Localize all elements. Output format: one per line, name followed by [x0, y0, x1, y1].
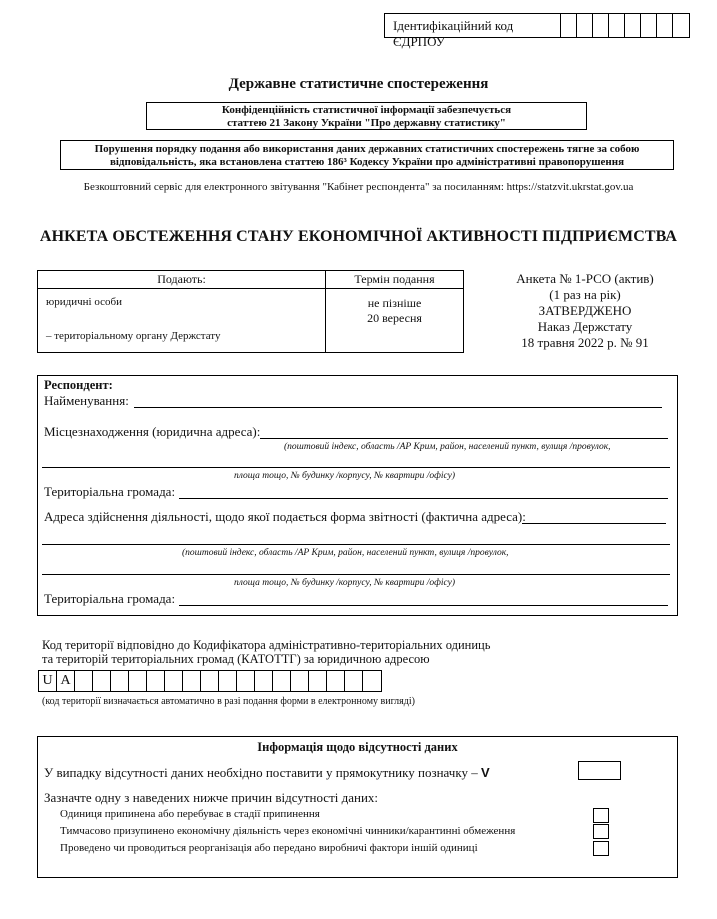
katottg-cell[interactable] [165, 671, 183, 691]
actual-address-input[interactable] [522, 523, 666, 524]
katottg-cell[interactable] [93, 671, 111, 691]
confidentiality-line: статтею 21 Закону України "Про державну статистику" [227, 117, 506, 129]
who-cell [38, 289, 326, 353]
approval-line: 18 травня 2022 р. № 91 [521, 335, 649, 350]
katottg-cell[interactable] [345, 671, 363, 691]
katottg-label-line: Код території відповідно до Кодифікатора адміністративно-територіальних одиниць [42, 638, 491, 652]
approval-line: (1 раз на рік) [549, 287, 621, 302]
edrpou-code-field [384, 13, 690, 49]
reason-label: Проведено чи проводиться реорганізація або передано виробничі фактори іншій одиниці [60, 842, 478, 854]
approval-line: Наказ Держстату [537, 319, 633, 334]
address-hint: площа тощо, № будинку /корпусу, № квартири /офісу) [234, 471, 456, 481]
form-title: АНКЕТА ОБСТЕЖЕННЯ СТАНУ ЕКОНОМІЧНОЇ АКТИВНОСТІ ПІДПРИЄМСТВА [39, 228, 678, 245]
service-link-text: Безкоштовний сервіс для електронного звітування "Кабінет респондента" за посиланням: https://statzvit.ukrstat.gov.ua [83, 181, 634, 193]
katottg-cell[interactable] [291, 671, 309, 691]
deadline-line: не пізніше [367, 296, 422, 310]
edrpou-cell[interactable] [641, 14, 657, 37]
katottg-code-field [38, 670, 382, 692]
katottg-cell[interactable] [309, 671, 327, 691]
reasons-label: Зазначте одну з наведених нижче причин відсутності даних: [44, 790, 379, 805]
legal-address-label: Місцезнаходження (юридична адреса): [44, 424, 261, 439]
approval-block [470, 271, 700, 351]
katottg-cell[interactable] [111, 671, 129, 691]
community-label: Територіальна громада: [44, 484, 176, 499]
reason-checkbox[interactable] [593, 841, 609, 856]
katottg-label [42, 638, 490, 666]
katottg-cell[interactable] [147, 671, 165, 691]
community2-input[interactable] [179, 605, 668, 606]
katottg-cell[interactable] [219, 671, 237, 691]
confidentiality-notice [146, 102, 587, 130]
katottg-cell[interactable] [273, 671, 291, 691]
name-label: Найменування: [44, 393, 129, 408]
absence-mark-text: У випадку відсутності даних необхідно поставити у прямокутнику позначку – [44, 765, 481, 780]
respondent-heading: Респондент: [44, 378, 113, 392]
edrpou-cell[interactable] [673, 14, 689, 37]
address-hint: площа тощо, № будинку /корпусу, № квартири /офісу) [234, 578, 456, 588]
katottg-cell[interactable] [75, 671, 93, 691]
violation-notice [60, 140, 674, 170]
address-hint: (поштовий індекс, область /АР Крим, район, населений пункт, вулиця /провулок, [284, 442, 611, 452]
name-input[interactable] [134, 407, 662, 408]
absence-mark-instruction [44, 765, 490, 781]
katottg-cell[interactable] [237, 671, 255, 691]
page-heading: Державне статистичне спостереження [228, 76, 489, 92]
approval-line: Анкета № 1-РСО (актив) [516, 271, 654, 286]
edrpou-cell[interactable] [625, 14, 641, 37]
no-data-checkbox[interactable] [578, 761, 621, 780]
approval-line: ЗАТВЕРДЖЕНО [538, 303, 632, 318]
edrpou-cell[interactable] [561, 14, 577, 37]
edrpou-cell[interactable] [657, 14, 673, 37]
katottg-cell: A [57, 671, 75, 691]
header-cell-deadline: Термін подання [326, 271, 464, 289]
who-line: – територіальному органу Держстату [46, 330, 221, 342]
katottg-note: (код території визначається автоматично в разі подання форми в електронному вигляді) [42, 696, 415, 707]
reason-checkbox[interactable] [593, 808, 609, 823]
katottg-cell: U [39, 671, 57, 691]
community2-label: Територіальна громада: [44, 591, 176, 606]
actual-address-label: Адреса здійснення діяльності, щодо якої подається форма звітності (фактична адреса): [44, 509, 526, 524]
katottg-label-line: та територій територіальних громад (КАТОТТГ) за юридичною адресою [42, 652, 430, 666]
katottg-cell[interactable] [183, 671, 201, 691]
check-mark-symbol: V [480, 765, 490, 780]
legal-address-input-line2[interactable] [42, 467, 670, 468]
community-input[interactable] [179, 498, 668, 499]
confidentiality-line: Конфіденційність статистичної інформації забезпечується [221, 104, 512, 116]
katottg-cell[interactable] [201, 671, 219, 691]
deadline-line: 20 вересня [367, 311, 422, 325]
reason-label: Тимчасово призупинено економічну діяльність через економічні чинники/карантинні обмеження [60, 825, 516, 837]
edrpou-cell[interactable] [577, 14, 593, 37]
actual-address-input-line2[interactable] [42, 544, 670, 545]
actual-address-input-line3[interactable] [42, 574, 670, 575]
edrpou-cell[interactable] [609, 14, 625, 37]
reason-checkbox[interactable] [593, 824, 609, 839]
katottg-cell[interactable] [363, 671, 381, 691]
submission-table [37, 270, 464, 353]
deadline-cell [326, 289, 464, 353]
address-hint: (поштовий індекс, область /АР Крим, район, населений пункт, вулиця /провулок, [182, 548, 509, 558]
violation-line: Порушення порядку подання або використання даних державних статистичних спостережень тягне за собою [94, 143, 640, 155]
katottg-cell[interactable] [255, 671, 273, 691]
katottg-cell[interactable] [327, 671, 345, 691]
header-cell-who: Подають: [38, 271, 326, 289]
data-absence-section [37, 736, 678, 878]
legal-address-input[interactable] [260, 438, 668, 439]
edrpou-cell[interactable] [593, 14, 609, 37]
reason-label: Одиниця припинена або перебуває в стадії припинення [60, 808, 320, 820]
edrpou-label: Ідентифікаційний код ЄДРПОУ [385, 14, 561, 37]
violation-line: відповідальність, яка встановлена статтею 186³ Кодексу України про адміністративні правопорушення [109, 156, 625, 168]
absence-heading: Інформація щодо відсутності даних [257, 740, 458, 754]
katottg-cell[interactable] [129, 671, 147, 691]
respondent-section [37, 375, 678, 616]
who-line: юридичні особи [46, 296, 122, 308]
